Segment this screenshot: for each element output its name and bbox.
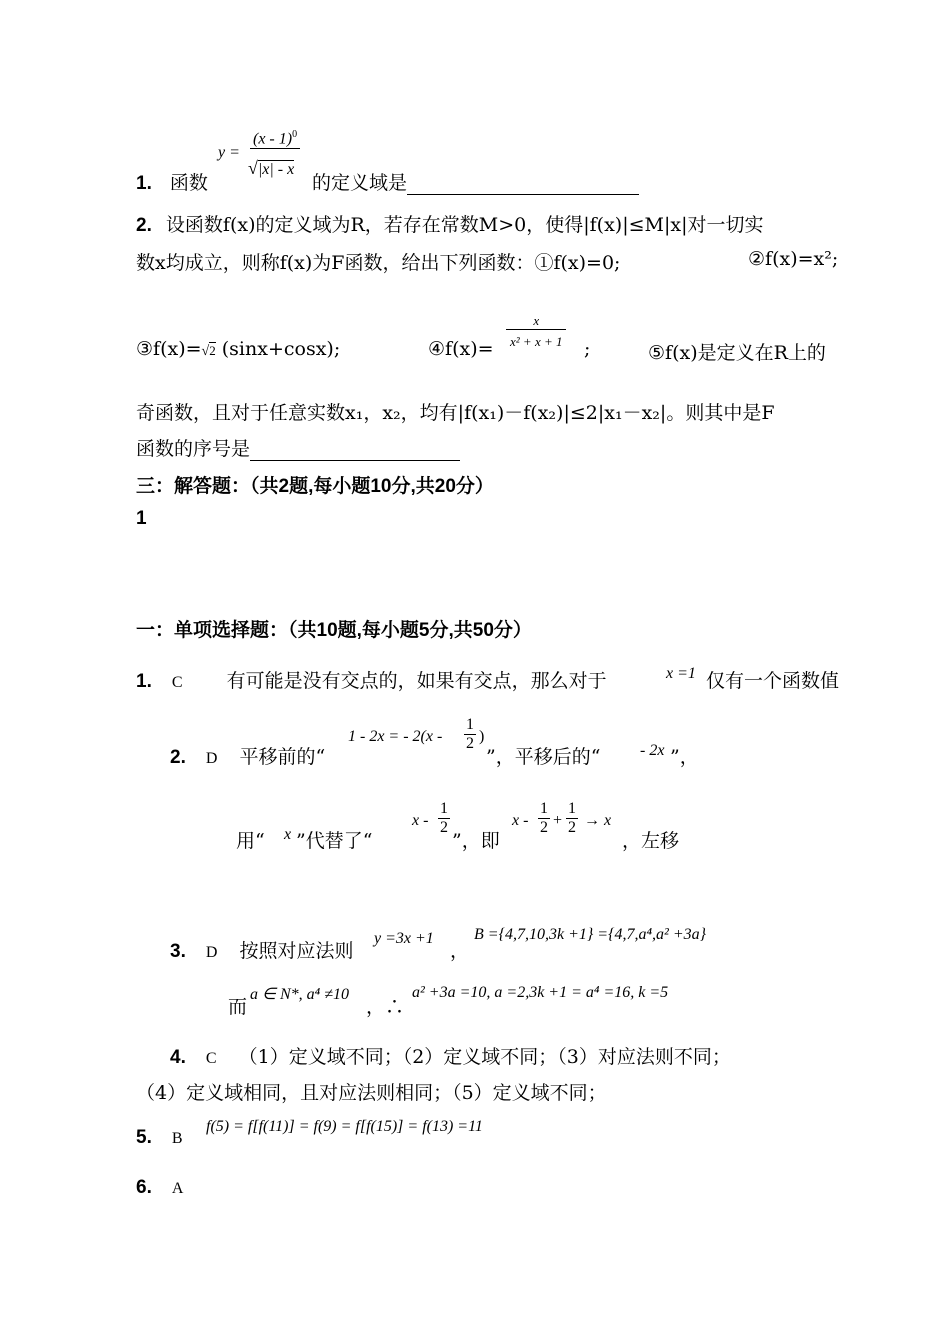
answer-2-math2: - 2x — [640, 742, 665, 759]
answer-2-line2-d: ，左移 — [622, 830, 680, 852]
answers-section1-title: 一：单项选择题：（共10题,每小题5分,共50分） — [136, 620, 532, 641]
answer-1-text2: 仅有一个函数值 — [706, 670, 840, 692]
q1-formula-numerator: (x - 1)$^0$ — [250, 129, 300, 149]
q1-suffix-line — [312, 168, 639, 195]
q1-prefix: 函数 — [169, 172, 208, 194]
q2-line2 — [136, 248, 620, 275]
q1-answer-blank[interactable] — [407, 176, 639, 195]
q1-formula-denominator: √|x| - x — [248, 158, 295, 178]
answer-3-math3: a ∈ N*, a⁴ ≠10 — [250, 986, 349, 1003]
answer-5-math: f(5) = f[f(11)] = f(9) = f[f(15)] = f(13) =11 — [206, 1118, 483, 1135]
answer-3-line2-b: ，∴ — [366, 996, 405, 1018]
q1-line — [136, 168, 208, 195]
q2-answer-blank[interactable] — [250, 442, 460, 461]
answer-2: 2. D 平移前的“ — [170, 746, 326, 768]
answer-1-math: x =1 — [666, 665, 696, 682]
q2-option3: ③f(x)=√2 (sinx+cosx); — [136, 338, 341, 360]
q1-number: 1. — [136, 173, 152, 194]
answer-3-math4: a² +3a =10, a =2,3k +1 = a⁴ =16, k =5 — [412, 984, 669, 1001]
answer-2-math5-plus: + — [553, 812, 563, 829]
answer-2-line2-a: 用“ — [236, 830, 265, 852]
q2-option2: ②f(x)=x²; — [748, 248, 839, 270]
answer-3-math1: y =3x +1 — [374, 930, 434, 947]
answer-4-choice: C — [205, 1050, 217, 1067]
answer-3-math2: B ={4,7,10,3k +1} ={4,7,a⁴,a² +3a} — [474, 926, 707, 943]
answer-2-math4: x - — [412, 812, 429, 829]
q2-line5: 函数的序号是 — [136, 434, 460, 461]
answer-1: 1. C 有可能是没有交点的，如果有交点，那么对于 — [136, 670, 607, 692]
answer-3-comma: ， — [450, 940, 470, 962]
answer-5-choice: B — [171, 1130, 183, 1147]
answer-2-math1-frac: 1 2 — [466, 716, 474, 752]
answer-2-text2: ”，平移后的“ — [486, 746, 601, 768]
q2-text-line2: 数x均成立，则称f(x)为F函数，给出下列函数：①f(x)=0; — [136, 252, 621, 274]
answer-5: 5. B — [136, 1127, 183, 1148]
q2-option3-sqrt: 2 — [209, 343, 216, 358]
q2-line4: 奇函数，且对于任意实数x₁，x₂，均有|f(x₁)－f(x₂)|≤2|x₁－x₂|。则其中是F — [136, 402, 775, 424]
q2-option4-fraction: x x² + x + 1 — [506, 313, 566, 350]
answer-2-math3: x — [284, 826, 292, 843]
section3-item: 1 — [136, 508, 147, 529]
answer-2-text3: ”， — [670, 746, 699, 768]
q2-line1 — [136, 210, 764, 237]
answer-2-math5-frac2: 1 2 — [568, 800, 576, 836]
q1-suffix: 的定义域是 — [312, 172, 408, 194]
section3-title: 三：解答题：（共2题,每小题10分,共20分） — [136, 476, 494, 497]
q2-option4-end: ; — [584, 338, 591, 360]
answer-2-math4-frac: 1 2 — [440, 800, 448, 836]
answer-2-line2-c: ”，即 — [452, 830, 500, 852]
answer-4: 4. C （1）定义域不同；（2）定义域不同；（3）对应法则不同； — [170, 1046, 731, 1068]
answer-2-math1: 1 - 2x = - 2(x - — [348, 728, 443, 745]
answer-2-line2-b: ”代替了“ — [296, 830, 373, 852]
q1-formula-lhs: y = — [218, 144, 240, 161]
q2-option5: ⑤f(x)是定义在R上的 — [648, 342, 826, 364]
answer-2-math5-frac1: 1 2 — [540, 800, 548, 836]
q2-number: 2. — [136, 215, 152, 236]
answer-2-math5: x - — [512, 812, 529, 829]
q2-text-line1: 设函数f(x)的定义域为R，若存在常数M>0，使得|f(x)|≤M|x|对一切实 — [165, 214, 764, 236]
answer-3-choice: D — [205, 944, 218, 961]
answer-6-choice: A — [171, 1180, 184, 1197]
answer-1-choice: C — [171, 674, 183, 691]
answer-2-choice: D — [205, 750, 218, 767]
q2-option4: ④f(x)= — [428, 338, 494, 360]
answer-2-math5-arrow: → x — [584, 812, 612, 829]
answer-3: 3. D 按照对应法则 — [170, 940, 354, 962]
answer-3-line2-a: 而 — [228, 996, 248, 1018]
answer-6: 6. A — [136, 1177, 184, 1198]
answer-2-math1-close: ) — [479, 728, 485, 745]
answer-4-line2: （4）定义域相同，且对应法则相同；（5）定义域不同； — [136, 1082, 607, 1104]
